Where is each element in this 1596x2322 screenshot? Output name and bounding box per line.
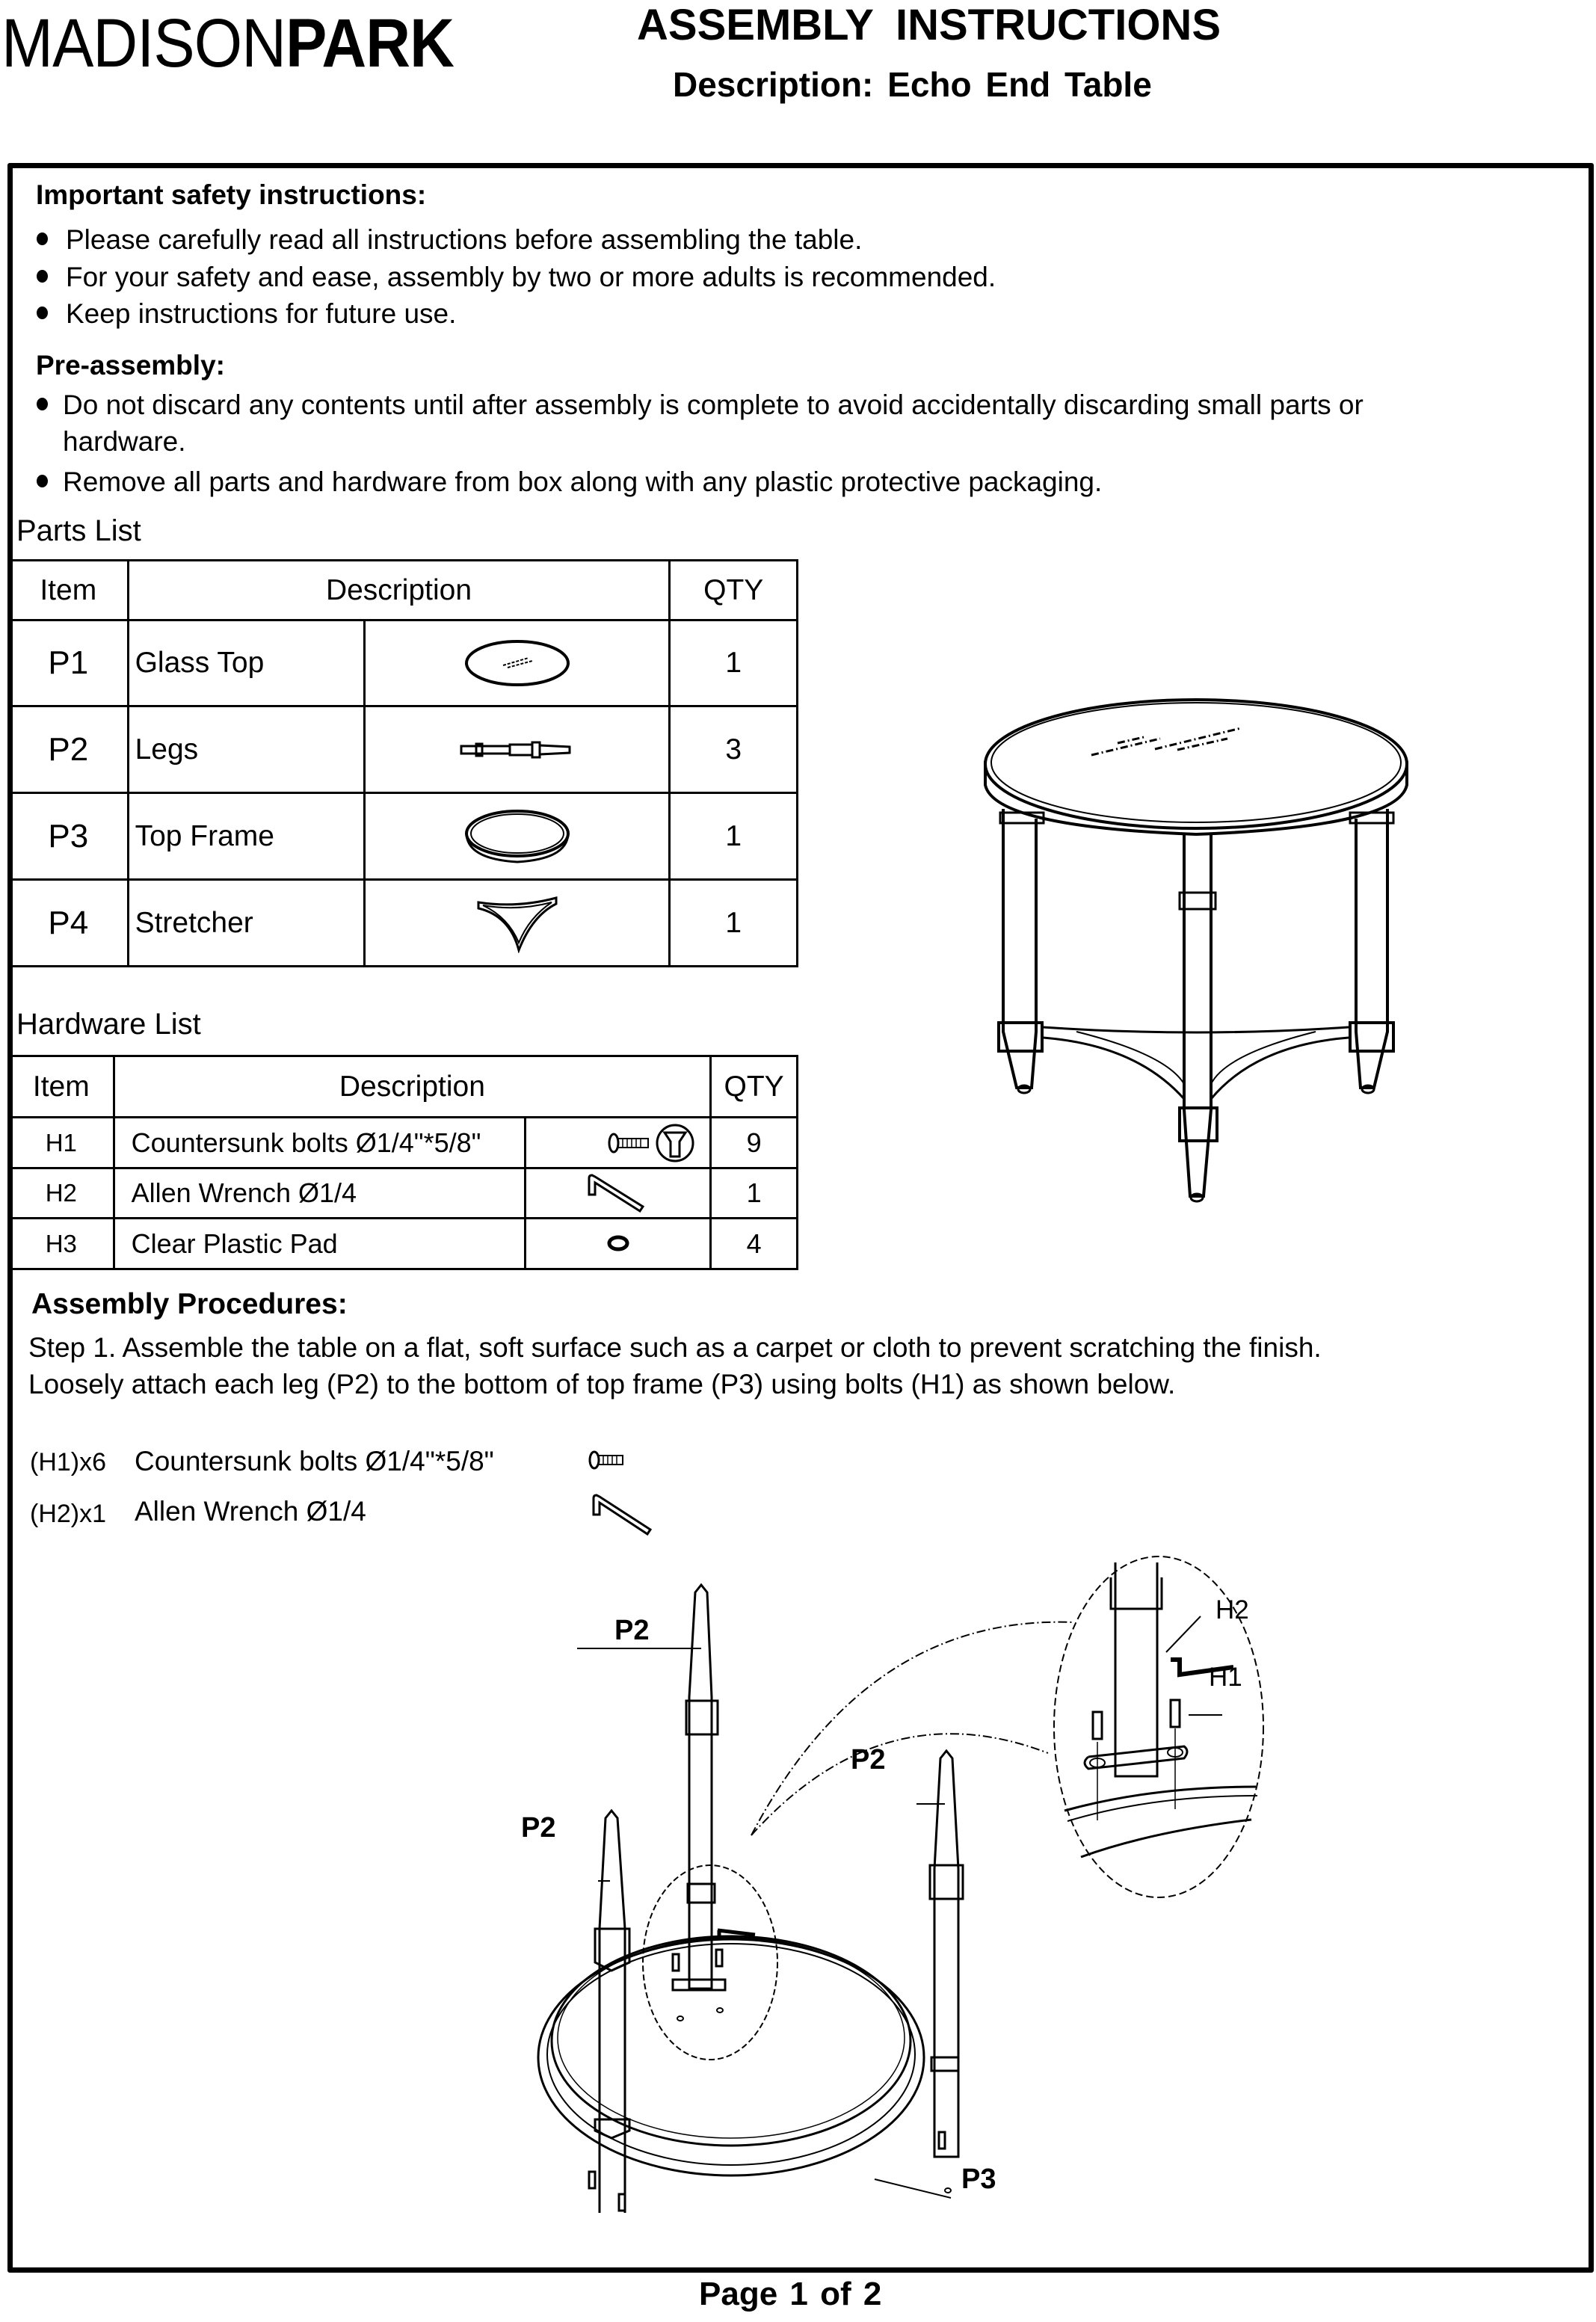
label-leg-p2: P2 — [521, 1812, 556, 1844]
part-description: Legs — [128, 706, 364, 793]
hardware-table — [7, 1055, 798, 1270]
table-row — [9, 620, 798, 706]
safety-heading: Important safety instructions: — [36, 179, 427, 210]
part-item: P4 — [9, 880, 129, 967]
column-header-item: Item — [9, 561, 129, 620]
hardware-item: H3 — [9, 1219, 114, 1269]
bullet-icon — [37, 232, 48, 245]
column-header-description: Description — [114, 1056, 711, 1118]
brand-logo — [1, 5, 455, 81]
countersunk-bolt-icon — [587, 1449, 632, 1471]
step1-diagram — [493, 1555, 1271, 2213]
description-value: Echo End Table — [887, 65, 1152, 104]
part-item: P3 — [9, 793, 129, 880]
allen-wrench-icon — [526, 1172, 709, 1214]
bullet-icon — [37, 475, 48, 487]
hardware-description: Allen Wrench Ø1/4 — [114, 1168, 526, 1219]
hardware-used-description: Allen Wrench Ø1/4 — [135, 1496, 366, 1527]
step1-instruction-line2: Loosely attach each leg (P2) to the bottom of top frame (P3) using bolts (H1) as shown below. — [28, 1369, 1176, 1399]
bullet-icon — [37, 398, 48, 410]
bullet-icon — [37, 270, 48, 283]
column-header-description: Description — [128, 561, 670, 620]
pre-assembly-item: Remove all parts and hardware from box along with any plastic protective packaging. — [63, 466, 1103, 497]
hardware-item: H1 — [9, 1118, 114, 1168]
product-description — [673, 64, 1152, 105]
page-number: Page 1 of 2 — [699, 2276, 882, 2312]
bullet-icon — [37, 307, 48, 319]
safety-item: Please carefully read all instructions before assembling the table. — [66, 224, 863, 255]
pre-assembly-heading: Pre-assembly: — [36, 350, 225, 381]
label-allen-wrench-h2: H2 — [1216, 1595, 1249, 1625]
label-leg-p2: P2 — [614, 1615, 650, 1646]
column-header-qty: QTY — [711, 1056, 798, 1118]
hardware-description: Countersunk bolts Ø1/4"*5/8" — [114, 1118, 526, 1168]
safety-item: Keep instructions for future use. — [66, 298, 457, 329]
hardware-used-code: (H2)x1 — [30, 1500, 107, 1528]
hardware-qty: 9 — [711, 1118, 798, 1168]
table-row — [9, 706, 798, 793]
brand-logo-bold: PARK — [286, 5, 455, 81]
hardware-used-code: (H1)x6 — [30, 1448, 107, 1476]
pre-assembly-item-continued: hardware. — [63, 426, 186, 457]
hardware-list-title: Hardware List — [16, 1008, 201, 1041]
document-title: ASSEMBLY INSTRUCTIONS — [637, 1, 1221, 49]
parts-table — [7, 559, 798, 967]
safety-item: For your safety and ease, assembly by two or more adults is recommended. — [66, 262, 996, 292]
stretcher-icon — [366, 893, 669, 953]
column-header-qty: QTY — [670, 561, 798, 620]
glass-top-icon — [366, 637, 669, 689]
step1-instruction-line1: Step 1. Assemble the table on a flat, soft surface such as a carpet or cloth to prevent scratching the finish. — [28, 1332, 1322, 1363]
plastic-pad-icon — [526, 1233, 709, 1255]
hardware-table-header — [9, 1056, 798, 1118]
allen-wrench-icon — [591, 1492, 658, 1537]
hardware-qty: 4 — [711, 1219, 798, 1269]
table-row — [9, 880, 798, 967]
part-qty: 1 — [670, 793, 798, 880]
top-frame-icon — [366, 807, 669, 866]
parts-table-header — [9, 561, 798, 620]
parts-list-title: Parts List — [16, 514, 141, 547]
table-row — [9, 1168, 798, 1219]
hardware-qty: 1 — [711, 1168, 798, 1219]
label-bolt-h1: H1 — [1209, 1663, 1242, 1692]
hardware-description: Clear Plastic Pad — [114, 1219, 526, 1269]
table-row — [9, 1219, 798, 1269]
part-description: Stretcher — [128, 880, 364, 967]
part-item: P1 — [9, 620, 129, 706]
label-leg-p2: P2 — [851, 1744, 886, 1776]
pre-assembly-item: Do not discard any contents until after assembly is complete to avoid accidentally discarding small parts or — [63, 389, 1364, 420]
part-qty: 1 — [670, 880, 798, 967]
label-top-frame-p3: P3 — [961, 2164, 996, 2195]
leg-icon — [366, 739, 669, 761]
table-row — [9, 1118, 798, 1168]
assembly-heading: Assembly Procedures: — [31, 1288, 348, 1320]
hardware-item: H2 — [9, 1168, 114, 1219]
part-qty: 3 — [670, 706, 798, 793]
description-label: Description: — [673, 65, 874, 104]
assembled-table-illustration — [964, 680, 1428, 1234]
column-header-item: Item — [9, 1056, 114, 1118]
hardware-used-description: Countersunk bolts Ø1/4"*5/8" — [135, 1446, 494, 1476]
part-description: Glass Top — [128, 620, 364, 706]
countersunk-bolt-icon — [545, 1121, 694, 1165]
brand-logo-light: MADISON — [1, 5, 286, 81]
part-item: P2 — [9, 706, 129, 793]
part-qty: 1 — [670, 620, 798, 706]
table-row — [9, 793, 798, 880]
part-description: Top Frame — [128, 793, 364, 880]
